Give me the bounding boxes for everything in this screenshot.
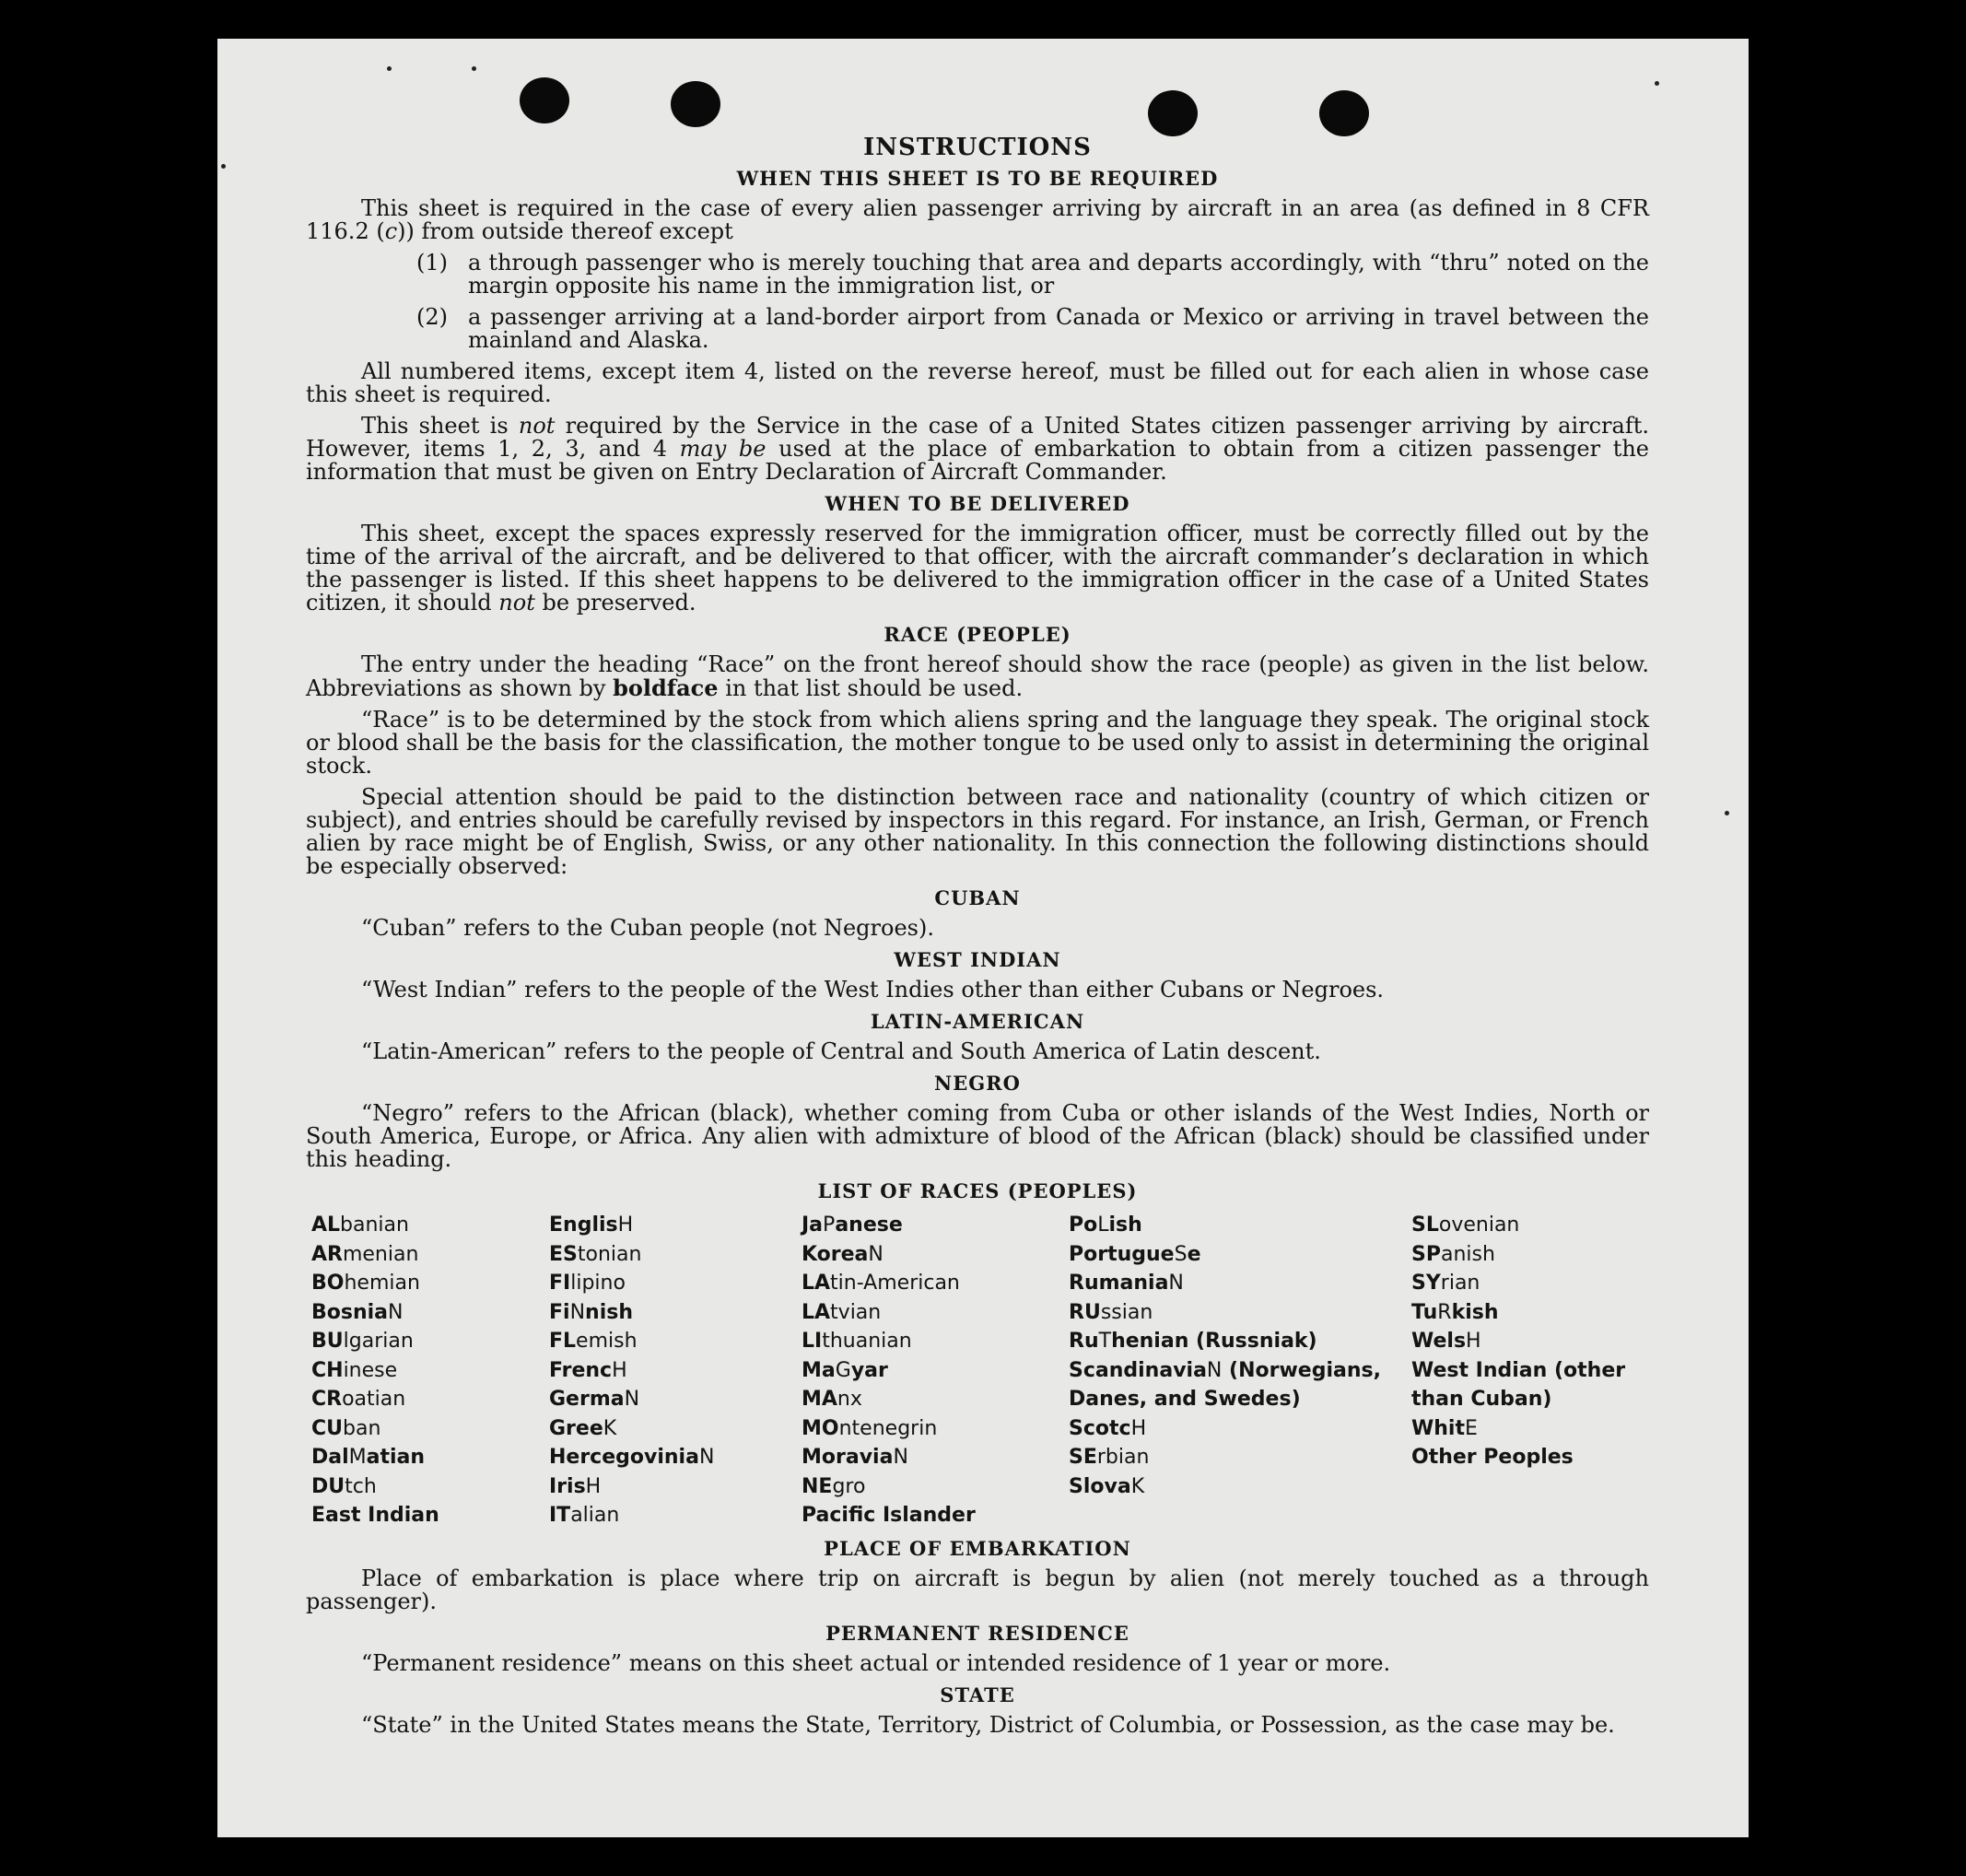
race-item: ITalian <box>549 1504 620 1527</box>
paragraph-race-nationality: Special attention should be paid to the distinction between race and nationality (country of which citizen or subject), and entries should be carefully revised by inspectors in this regard. For instance, an Irish, German, or French alien by race might be of English, Swiss, or any other nationality. In this connection the following distinctions should be especially observed: <box>306 784 1649 879</box>
race-item: GermaN <box>549 1388 640 1411</box>
race-item: LAtvian <box>802 1300 882 1324</box>
race-item: ScotcH <box>1069 1416 1147 1440</box>
race-item: FrencH <box>549 1358 627 1382</box>
exception-item: (1) a through passenger who is merely touching that area and departs accordingly, with “thru” noted on the margin opposite his name in the immigration list, or <box>416 250 1649 299</box>
heading-when-required: WHEN THIS SHEET IS TO BE REQUIRED <box>736 167 1219 190</box>
heading-when-delivered: WHEN TO BE DELIVERED <box>825 492 1130 515</box>
race-item: WhitE <box>1411 1416 1478 1440</box>
heading-state: STATE <box>940 1683 1015 1706</box>
race-item: East Indian <box>311 1504 439 1527</box>
race-item: SlovaK <box>1069 1474 1145 1498</box>
race-item: CRoatian <box>311 1388 406 1411</box>
race-column <box>802 1210 1069 1530</box>
heading-cuban: CUBAN <box>934 886 1021 909</box>
race-item: Pacific Islander <box>802 1504 976 1527</box>
race-item: MoraviaN <box>802 1446 908 1469</box>
paragraph-citizen: This sheet is not required by the Service in the case of a United States citizen passenger arriving by aircraft. However, items 1, 2, 3, and 4 may be used at the place of embarkation to obtain from a citizen passenger the information that must be given on Entry Declaration of Aircraft Commander. <box>306 413 1649 485</box>
race-item: West Indian (other than Cuban) <box>1411 1358 1626 1411</box>
paragraph-race-stock: “Race” is to be determined by the stock from which aliens spring and the language they speak. The original stock or blood shall be the basis for the classification, the mother tongue to be used only to assist in determining the original stock. <box>306 707 1649 779</box>
heading-west-indian: WEST INDIAN <box>894 948 1061 971</box>
paragraph-required: This sheet is required in the case of every alien passenger arriving by aircraft in an area (as defined in 8 CFR 116.2 (c)) from outside thereof except <box>306 195 1649 244</box>
race-item: BUlgarian <box>311 1330 414 1353</box>
paragraph-embarkation: Place of embarkation is place where trip on aircraft is begun by alien (not merely touched as a through passenger). <box>306 1565 1649 1614</box>
paragraph-race-entry: The entry under the heading “Race” on the front hereof should show the race (people) as given in the list below. Abbreviations as shown by boldface in that list should be used. <box>306 651 1649 701</box>
race-item: FLemish <box>549 1330 638 1353</box>
race-item: CHinese <box>311 1358 398 1382</box>
race-item: RuThenian (Russniak) <box>1069 1330 1317 1353</box>
speck <box>1655 81 1659 86</box>
exception-item: (2) a passenger arriving at a land-border airport from Canada or Mexico or arriving in travel between the mainland and Alaska. <box>416 304 1649 353</box>
race-item: CUban <box>311 1416 381 1440</box>
race-item: SErbian <box>1069 1446 1150 1469</box>
paragraph-delivered: This sheet, except the spaces expressly reserved for the immigration officer, must be correctly filled out by the time of the arrival of the aircraft, and be delivered to that officer, with the aircraft commander’s declaration in which the passenger is listed. If this sheet happens to be delivered to the immigration officer in the case of a United States citizen, it should not be preserved. <box>306 521 1649 616</box>
race-item: EnglisH <box>549 1214 634 1237</box>
paragraph-latin-american: “Latin-American” refers to the people of Central and South America of Latin descent. <box>361 1038 1321 1064</box>
race-item: FiNnish <box>549 1300 634 1324</box>
paragraph-cuban: “Cuban” refers to the Cuban people (not Negroes). <box>361 915 934 941</box>
heading-race: RACE (PEOPLE) <box>884 623 1071 646</box>
paragraph-negro: “Negro” refers to the African (black), whether coming from Cuba or other islands of the West Indies, North or South America, Europe, or Africa. Any alien with admixture of blood of the African (black) should be classified under this heading. <box>306 1100 1649 1172</box>
race-item: EStonian <box>549 1242 642 1266</box>
race-item: PortugueSe <box>1069 1242 1201 1266</box>
race-list <box>311 1210 1649 1530</box>
heading-negro: NEGRO <box>934 1072 1021 1095</box>
race-item: SPanish <box>1411 1242 1495 1266</box>
race-item: JaPanese <box>802 1214 903 1237</box>
race-item: BosniaN <box>311 1300 404 1324</box>
race-item: ARmenian <box>311 1242 419 1266</box>
speck <box>221 164 226 169</box>
speck <box>1725 811 1729 815</box>
paragraph-west-indian: “West Indian” refers to the people of the West Indies other than either Cubans or Negroes. <box>361 977 1385 1002</box>
race-column <box>311 1210 549 1530</box>
race-column <box>1411 1210 1642 1530</box>
race-column <box>549 1210 802 1530</box>
paragraph-state: “State” in the United States means the State, Territory, District of Columbia, or Possession, as the case may be. <box>361 1711 1615 1738</box>
race-item: SYrian <box>1411 1272 1480 1295</box>
paragraph-residence: “Permanent residence” means on this sheet actual or intended residence of 1 year or more. <box>361 1649 1391 1676</box>
race-item: NEgro <box>802 1474 866 1498</box>
race-item: DalMatian <box>311 1446 426 1469</box>
race-item: SLovenian <box>1411 1214 1520 1237</box>
race-item: RumaniaN <box>1069 1272 1184 1295</box>
race-item: Other Peoples <box>1411 1446 1574 1469</box>
race-item: TuRkish <box>1411 1300 1499 1324</box>
race-item: GreeK <box>549 1416 617 1440</box>
heading-latin-american: LATIN-AMERICAN <box>870 1010 1085 1033</box>
race-item: PoLish <box>1069 1214 1142 1237</box>
race-item: KoreaN <box>802 1242 884 1266</box>
race-item: LAtin-American <box>802 1272 960 1295</box>
race-item: MOntenegrin <box>802 1416 938 1440</box>
race-item: HercegoviniaN <box>549 1446 715 1469</box>
race-column <box>1069 1210 1411 1530</box>
race-item: DUtch <box>311 1474 377 1498</box>
heading-residence: PERMANENT RESIDENCE <box>825 1621 1129 1645</box>
heading-embarkation: PLACE OF EMBARKATION <box>824 1536 1131 1560</box>
document-page <box>217 39 1749 1837</box>
race-item: FIlipino <box>549 1272 626 1295</box>
race-item: IrisH <box>549 1474 602 1498</box>
race-item: MaGyar <box>802 1358 888 1382</box>
page-title: INSTRUCTIONS <box>863 134 1092 161</box>
race-item: BOhemian <box>311 1272 420 1295</box>
paragraph-numbered-items: All numbered items, except item 4, listed on the reverse hereof, must be filled out for each alien in whose case this sheet is required. <box>306 358 1649 407</box>
speck <box>472 66 476 71</box>
race-item: RUssian <box>1069 1300 1153 1324</box>
speck <box>387 66 392 71</box>
instructions-text <box>306 98 1649 1745</box>
race-item: ALbanian <box>311 1214 409 1237</box>
race-item: LIthuanian <box>802 1330 912 1353</box>
race-item: WelsH <box>1411 1330 1481 1353</box>
race-item: MAnx <box>802 1388 862 1411</box>
race-item: ScandinaviaN (Norwegians, Danes, and Swedes) <box>1069 1358 1381 1411</box>
heading-list-of-races: LIST OF RACES (PEOPLES) <box>817 1179 1138 1202</box>
